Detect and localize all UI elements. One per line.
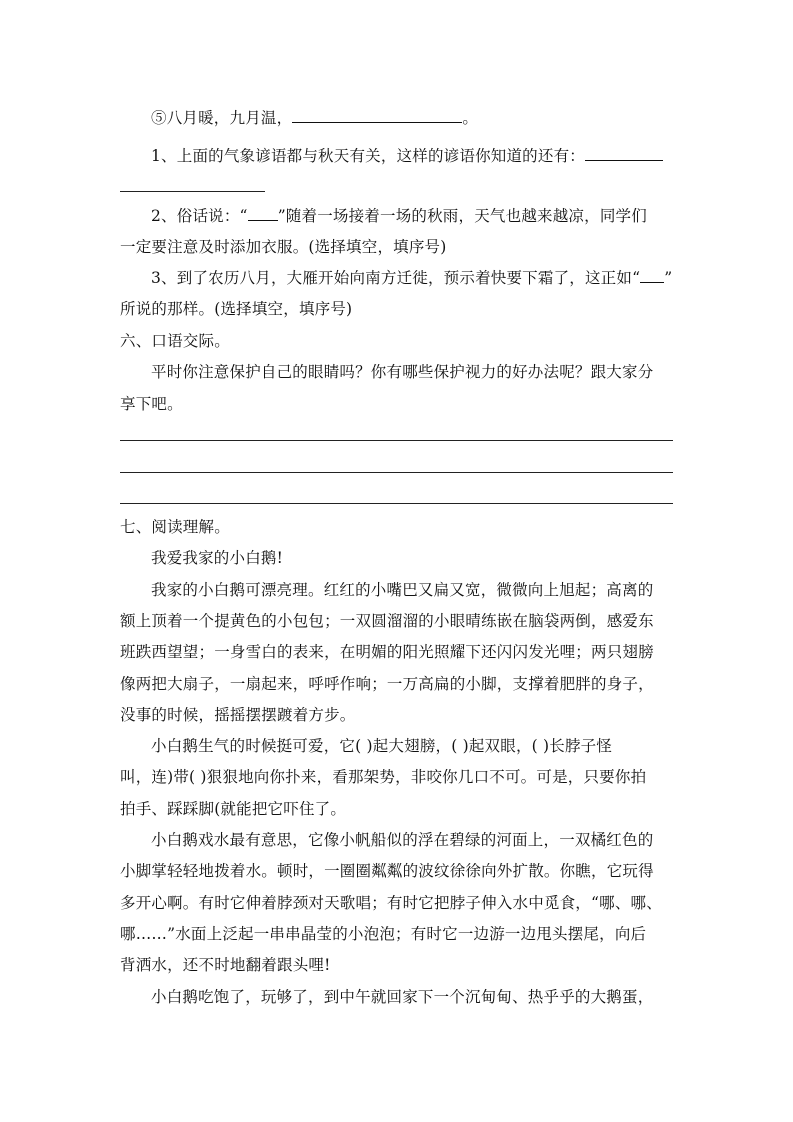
question-2-blank[interactable] <box>248 206 278 221</box>
passage-line: 额上顶着一个提黄色的小包包；一双圆溜溜的小眼晴练嵌在脑袋两倒，感爱东 <box>120 612 654 630</box>
question-1-blank[interactable] <box>585 146 663 161</box>
passage-line: 没事的时候，摇摇摆摆踱着方步。 <box>120 706 356 724</box>
question-1-text: 1、上面的气象谚语都与秋天有关，这样的谚语你知道的还有： <box>151 147 585 165</box>
question-1-answer-line[interactable] <box>120 191 265 192</box>
question-2-text-a: 2、俗话说：“ <box>151 207 248 225</box>
proverb-item-5 <box>151 108 478 128</box>
passage-line: 背洒水，还不时地翻着跟头哩! <box>120 956 331 974</box>
question-3-text-b: ” <box>664 269 673 287</box>
question-2-line-1 <box>151 206 647 226</box>
passage-title: 我爱我家的小白鹅! <box>151 549 284 567</box>
passage-line: 小白鹅生气的时候挺可爱，它( )起大翅膀，( )起双眼，( )长脖子怪 <box>151 737 613 755</box>
passage-line: 像两把大扇子，一扇起来，呼呼作响；一万高扁的小脚，支撑着肥胖的身子， <box>120 675 654 693</box>
proverb-item-5-blank[interactable] <box>292 108 462 123</box>
answer-line-3[interactable] <box>120 503 673 504</box>
question-2-text-b: ”随着一场接着一场的秋雨，天气也越来越凉，同学们 <box>277 207 647 225</box>
passage-line: 班跌西望望；一身雪白的表来，在明媚的阳光照耀下还闪闪发光哩；两只翅膀 <box>120 643 654 661</box>
question-3-blank[interactable] <box>640 268 664 283</box>
passage-line: 我家的小白鹅可漂亮理。红红的小嘴巴又扁又宽，微微向上旭起；高离的 <box>151 581 654 599</box>
passage-line: 小脚掌轻轻地拨着水。顿时，一圈圈粼粼的波纹徐徐向外扩散。你瞧，它玩得 <box>120 862 654 880</box>
answer-line-2[interactable] <box>120 472 673 473</box>
passage-line: 小白鹅吃饱了，玩够了，到中午就回家下一个沉甸甸、热乎乎的大鹅蛋， <box>151 988 654 1006</box>
passage-line: 哪……”水面上泛起一串串晶莹的小泡泡；有时它一边游一边甩头摆尾，向后 <box>120 925 647 943</box>
passage-line: 叫，连)带( )狠狠地向你扑来，看那架势，非咬你几口不可。可是，只要你拍 <box>120 768 647 786</box>
answer-line-1[interactable] <box>120 440 673 441</box>
section-7-title: 七、阅读理解。 <box>120 518 230 536</box>
section-6-prompt-line-2: 享下吧。 <box>120 395 183 413</box>
question-3-line-1 <box>151 268 672 288</box>
passage-line: 拍手、踩踩脚(就能把它吓住了。 <box>120 800 347 818</box>
question-1 <box>151 146 663 166</box>
proverb-item-5-text: ⑤八月暖，九月温， <box>151 109 293 127</box>
passage-line: 多开心啊。有时它伸着脖颈对天歌唱；有时它把脖子伸入水中觅食，“哪、哪、 <box>120 894 662 912</box>
question-3-line-2: 所说的那样。(选择填空，填序号) <box>120 300 353 318</box>
question-3-text-a: 3、到了农历八月，大雁开始向南方迁徙，预示着快要下霜了，这正如“ <box>151 269 641 287</box>
question-2-line-2: 一定要注意及时添加衣服。(选择填空，填序号) <box>120 238 447 256</box>
section-6-title: 六、口语交际。 <box>120 332 230 350</box>
section-6-prompt-line-1: 平时你注意保护自己的眼睛吗？你有哪些保护视力的好办法呢？跟大家分 <box>151 363 654 381</box>
proverb-item-5-end: 。 <box>462 109 479 127</box>
passage-line: 小白鹅戏水最有意思，它像小帆船似的浮在碧绿的河面上，一双橘红色的 <box>151 831 654 849</box>
